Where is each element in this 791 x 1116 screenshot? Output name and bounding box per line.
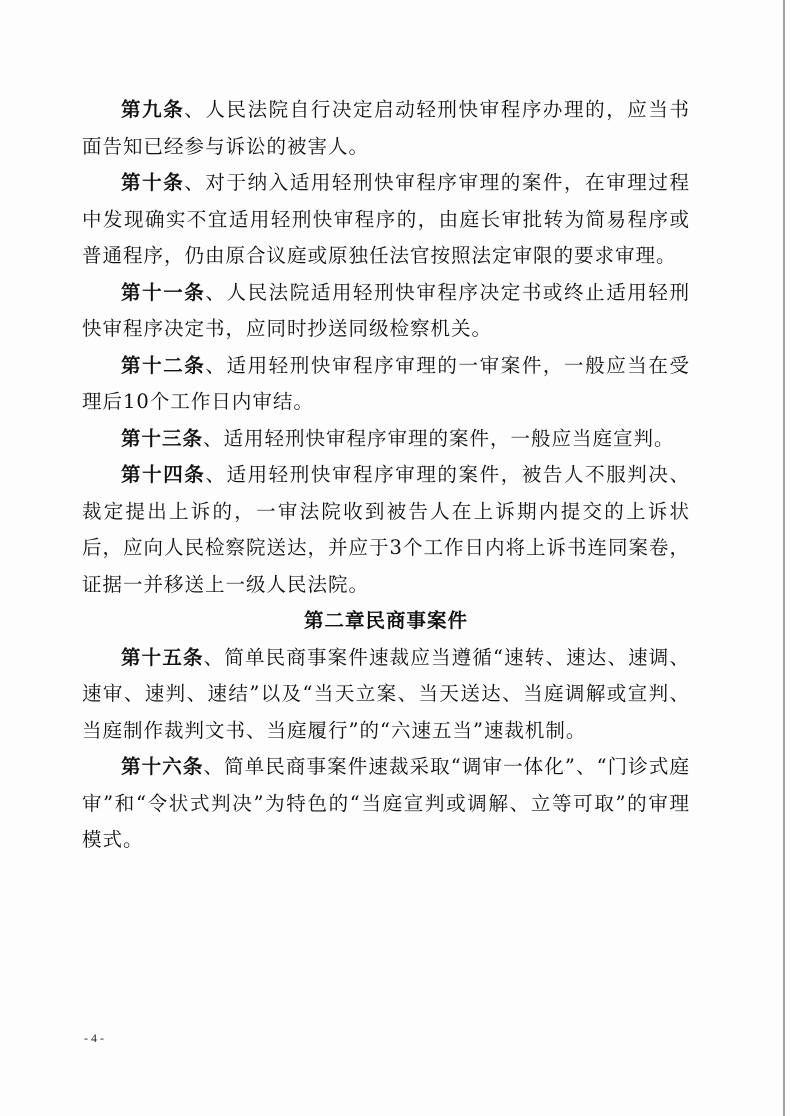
chapter-title: 第二章民商事案件 (303, 609, 468, 632)
article-number: 第十三条 (121, 426, 204, 450)
article-10 (82, 165, 690, 275)
article-16 (82, 749, 690, 859)
article-15 (82, 640, 690, 750)
article-number: 第十四条 (121, 463, 206, 486)
article-number: 第十条 (121, 171, 185, 194)
article-12 (82, 348, 690, 421)
article-text: 、适用轻刑快审程序审理的案件，被告人不服判决、裁定提出上诉的，一审法院收到被告人在上诉期内提交的上诉状后，应向人民检察院送达，并应于3个工作日内将上诉书连同案卷，证据一并移送上一级人民法院。 (82, 463, 690, 596)
article-text: 、适用轻刑快审程序审理的一审案件，一般应当在受理后10个工作日内审结。 (82, 353, 690, 413)
article-number: 第十二条 (121, 353, 206, 377)
article-number: 第十六条 (121, 755, 204, 778)
article-text: 、人民法院适用轻刑快审程序决定书或终止适用轻刑快审程序决定书，应同时抄送同级检察机关。 (82, 280, 690, 340)
article-text: 、简单民商事案件速裁应当遵循“速转、速达、速调、速审、速判、速结”以及“当天立案、当天送达、当庭调解或宣判、当庭制作裁判文书、当庭履行”的“六速五当”速裁机制。 (82, 645, 690, 742)
article-text: 、人民法院自行决定启动轻刑快审程序办理的，应当书面告知已经参与诉讼的被害人。 (82, 98, 690, 158)
article-number: 第九条 (121, 98, 185, 121)
document-body (82, 92, 690, 859)
page-edge-shadow (783, 0, 785, 1116)
article-13 (82, 421, 690, 458)
article-9 (82, 92, 690, 165)
article-14 (82, 457, 690, 603)
page-number: - 4 - (84, 1031, 104, 1045)
article-text: 、适用轻刑快审程序审理的案件，一般应当庭宣判。 (203, 426, 675, 450)
article-11 (82, 275, 690, 348)
article-number: 第十五条 (121, 645, 204, 669)
article-text: 、简单民商事案件速裁采取“调审一体化”、“门诊式庭审”和“令状式判决”为特色的“当庭宣判或调解、立等可取”的审理模式。 (82, 755, 690, 851)
article-number: 第十一条 (121, 280, 206, 304)
article-text: 、对于纳入适用轻刑快审程序审理的案件，在审理过程中发现确实不宜适用轻刑快审程序的，由庭长审批转为简易程序或普通程序，仍由原合议庭或原独任法官按照法定审限的要求审理。 (82, 171, 690, 267)
